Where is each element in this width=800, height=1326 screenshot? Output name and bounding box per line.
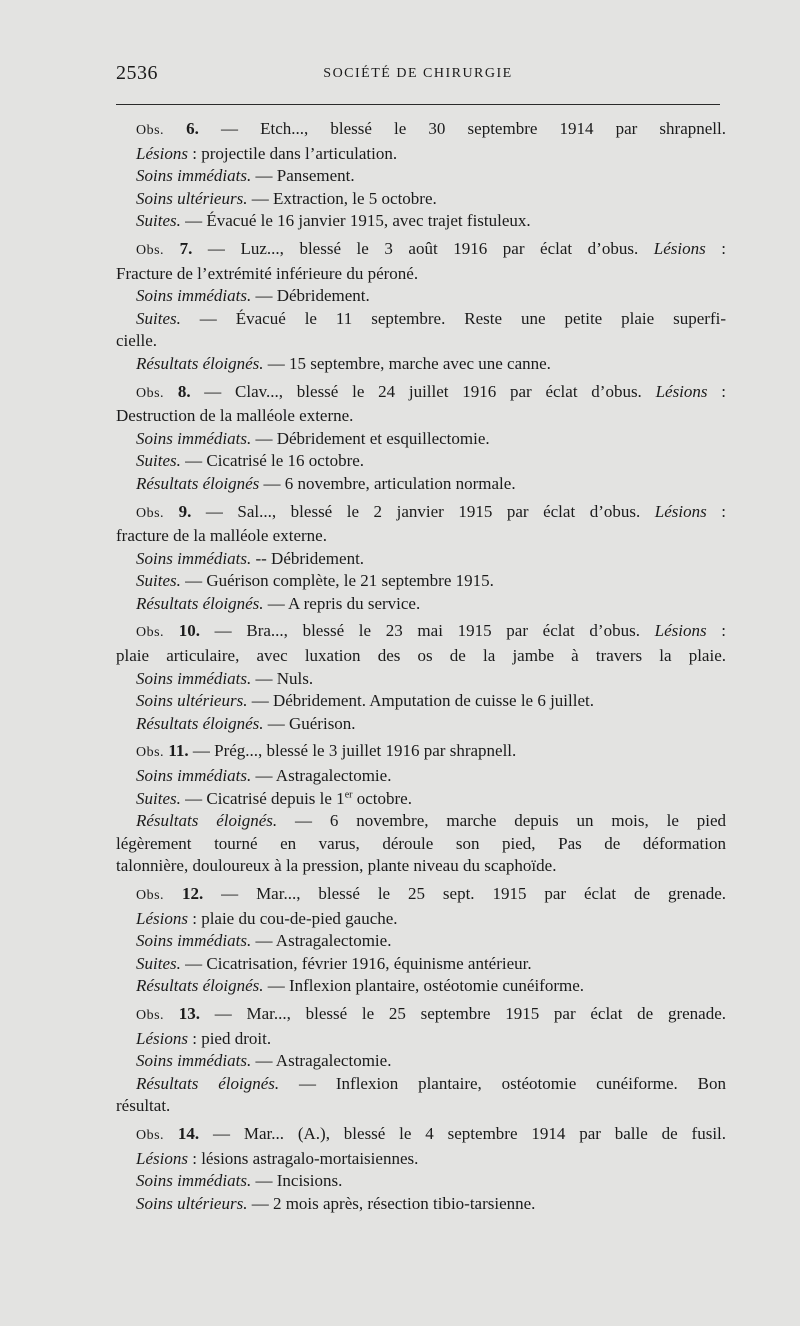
observations-text [116, 118, 726, 1215]
text-line [116, 450, 726, 473]
line-text: : projectile dans l’articulation. [187, 143, 398, 163]
line-text: : pied droit. [187, 1028, 272, 1048]
line-text: -- Débridement. [251, 548, 365, 568]
line-text: : plaie du cou-de-pied gauche. [187, 908, 398, 928]
section-label: Soins immédiats. [136, 668, 252, 688]
line-text: — Mar... (A.), blessé le 4 septembre 1914 par balle de fusil. [199, 1123, 727, 1143]
line-text: : lésions astragalo-mortaisiennes. [187, 1148, 419, 1168]
section-label: Résultats éloignés. [136, 593, 264, 613]
section-label: Résultats éloignés. [136, 353, 264, 373]
line-text: — Nuls. [251, 668, 314, 688]
line-text: — Bra..., blessé le 23 mai 1915 par éclat d’obus. [200, 621, 655, 641]
section-label: Soins ultérieurs. [136, 691, 248, 711]
text-line [116, 118, 726, 143]
line-text: — Débridement. Amputation de cuisse le 6 juillet. [247, 691, 594, 711]
obs-abbrev: Obs. [136, 625, 165, 641]
section-label: Résultats éloignés. [136, 811, 278, 831]
line-text: — Mar..., blessé le 25 septembre 1915 par éclat de grenade. [200, 1003, 726, 1023]
line-text: — Évacué le 16 janvier 1915, avec trajet fistuleux. [180, 211, 531, 231]
text-line [116, 428, 726, 451]
section-label: Soins immédiats. [136, 1051, 252, 1071]
line-text: — Cicatrisé le 16 octobre. [180, 451, 365, 471]
obs-abbrev: Obs. [136, 505, 165, 521]
text-line [116, 330, 726, 353]
line-text: — A repris du service. [263, 593, 421, 613]
line-text: fracture de la malléole externe. [116, 526, 327, 546]
obs-number: 13. [178, 1003, 201, 1023]
obs-abbrev: Obs. [136, 888, 165, 903]
text-line [116, 930, 726, 953]
observation-9 [116, 501, 726, 616]
line-text: — Luz..., blessé le 3 août 1916 par éclat d’obus. [192, 238, 654, 258]
obs-number: 12. [181, 884, 204, 903]
section-label: Lésions [136, 1148, 188, 1168]
text-line [116, 953, 726, 976]
text-line [116, 570, 726, 593]
section-label: Lésions [136, 1028, 188, 1048]
section-label: Suites. [136, 308, 181, 328]
text-line [116, 1028, 726, 1051]
text-line [116, 855, 726, 878]
observation-13 [116, 1003, 726, 1118]
line-text: — Pansement. [251, 166, 355, 186]
section-label: Suites. [136, 571, 181, 591]
section-label: Lésions [653, 238, 706, 258]
line-text: — 2 mois après, résection tibio-tarsienne. [247, 1193, 536, 1213]
obs-abbrev: Obs. [136, 745, 165, 761]
observation-12 [116, 883, 726, 998]
line-text: — 6 novembre, articulation normale. [259, 473, 516, 493]
line-text: — Astragalectomie. [251, 766, 392, 786]
observation-7 [116, 238, 726, 376]
line-text: — 15 septembre, marche avec une canne. [263, 353, 551, 373]
text-line [116, 1170, 726, 1193]
obs-number: 6. [186, 119, 199, 138]
section-label: Soins immédiats. [136, 766, 252, 786]
section-label: Suites. [136, 451, 181, 471]
text-line [116, 1073, 726, 1096]
page-number: 2536 [116, 62, 158, 84]
text-line [116, 548, 726, 571]
line-text: Destruction de la malléole externe. [116, 406, 354, 426]
text-line [116, 188, 726, 211]
observation-8 [116, 381, 726, 496]
page-header [116, 62, 720, 94]
text-line [116, 810, 726, 833]
line-text: — Débridement. [251, 286, 370, 306]
line-text: — Incisions. [251, 1171, 343, 1191]
obs-number: 11. [168, 741, 189, 761]
line-text: — Guérison. [263, 713, 356, 733]
running-head: SOCIÉTÉ DE CHIRURGIE [323, 66, 513, 81]
section-label: Lésions [136, 143, 188, 163]
line-text: — Extraction, le 5 octobre. [247, 188, 437, 208]
obs-abbrev: Obs. [136, 1127, 165, 1143]
line-text: — Mar..., blessé le 25 sept. 1915 par éclat de grenade. [203, 884, 727, 903]
obs-number: 8. [177, 381, 191, 401]
line-text-tail: : [706, 621, 726, 641]
section-label: Lésions [655, 381, 708, 401]
text-line [116, 1193, 726, 1216]
section-label: Résultats éloignés [136, 473, 260, 493]
text-line [116, 975, 726, 998]
text-line [116, 1050, 726, 1073]
obs-number: 9. [178, 501, 192, 521]
text-line [116, 833, 726, 856]
text-line [116, 165, 726, 188]
text-line [116, 788, 726, 811]
section-label: Résultats éloignés. [136, 976, 264, 996]
line-text: — Guérison complète, le 21 septembre 1915. [180, 571, 494, 591]
text-line [116, 525, 726, 548]
text-line [116, 381, 726, 406]
line-text-tail: : [705, 238, 727, 258]
line-text: — Cicatrisé depuis le 1 [180, 788, 345, 808]
section-label: Suites. [136, 953, 181, 973]
text-line [116, 883, 726, 908]
superscript: er [344, 788, 353, 800]
text-line [116, 501, 726, 526]
text-line [116, 620, 726, 645]
text-line [116, 143, 726, 166]
line-text: légèrement tourné en varus, déroule son pied, Pas de déformation [116, 833, 726, 853]
text-line [116, 353, 726, 376]
line-text: — Inflexion plantaire, ostéotomie cunéiforme. Bon [279, 1073, 727, 1093]
text-line [116, 1123, 726, 1148]
text-line [116, 908, 726, 931]
line-text: — Débridement et esquillectomie. [251, 428, 490, 448]
text-line [116, 593, 726, 616]
obs-number: 7. [179, 238, 193, 258]
section-label: Soins immédiats. [136, 428, 252, 448]
obs-number: 14. [177, 1123, 200, 1143]
obs-number: 10. [178, 621, 200, 641]
line-text: — Clav..., blessé le 24 juillet 1916 par éclat d’obus. [190, 381, 656, 401]
header-rule [116, 104, 720, 105]
obs-abbrev: Obs. [136, 385, 165, 401]
text-line [116, 473, 726, 496]
text-line [116, 713, 726, 736]
line-text-tail: octobre. [352, 788, 412, 808]
line-text: — Astragalectomie. [251, 1051, 392, 1071]
section-label: Soins immédiats. [136, 166, 252, 186]
line-text: — Etch..., blessé le 30 septembre 1914 par shrapnell. [198, 119, 726, 138]
line-text: — Sal..., blessé le 2 janvier 1915 par éclat d’obus. [191, 501, 655, 521]
text-line [116, 765, 726, 788]
line-text-tail: : [707, 381, 726, 401]
line-text: — 6 novembre, marche depuis un mois, le pied [277, 811, 727, 831]
line-text: — Évacué le 11 septembre. Reste une petite plaie superfi- [180, 308, 726, 328]
text-line [116, 238, 726, 263]
line-text: — Inflexion plantaire, ostéotomie cunéiforme. [263, 976, 585, 996]
section-label: Suites. [136, 788, 181, 808]
line-text: — Prég..., blessé le 3 juillet 1916 par shrapnell. [188, 741, 517, 761]
section-label: Soins ultérieurs. [136, 1193, 248, 1213]
obs-abbrev: Obs. [136, 123, 165, 138]
line-text: — Astragalectomie. [251, 931, 392, 951]
section-label: Soins immédiats. [136, 1171, 252, 1191]
obs-abbrev: Obs. [136, 242, 165, 258]
text-line [116, 405, 726, 428]
text-line [116, 210, 726, 233]
observation-11 [116, 740, 726, 878]
observation-10 [116, 620, 726, 735]
text-line [116, 1148, 726, 1171]
line-text: Fracture de l’extrémité inférieure du péroné. [116, 263, 419, 283]
line-text: résultat. [116, 1096, 171, 1116]
text-line [116, 285, 726, 308]
section-label: Soins immédiats. [136, 286, 252, 306]
text-line [116, 668, 726, 691]
line-text: talonnière, douloureux à la pression, plante niveau du scaphoïde. [116, 856, 557, 876]
text-line [116, 1095, 726, 1118]
text-line [116, 645, 726, 668]
line-text: — Cicatrisation, février 1916, équinisme antérieur. [180, 953, 532, 973]
section-label: Soins immédiats. [136, 548, 252, 568]
section-label: Lésions [654, 501, 707, 521]
section-label: Résultats éloignés. [136, 713, 264, 733]
line-text: plaie articulaire, avec luxation des os de la jambe à travers la plaie. [116, 646, 726, 666]
section-label: Soins ultérieurs. [136, 188, 248, 208]
section-label: Résultats éloignés. [136, 1073, 280, 1093]
text-line [116, 1003, 726, 1028]
line-text-tail: : [706, 501, 727, 521]
text-line [116, 690, 726, 713]
section-label: Suites. [136, 211, 181, 231]
text-line [116, 308, 726, 331]
observation-14 [116, 1123, 726, 1215]
line-text: cielle. [116, 331, 158, 351]
section-label: Soins immédiats. [136, 931, 252, 951]
section-label: Lésions [136, 908, 188, 928]
text-line [116, 263, 726, 286]
obs-abbrev: Obs. [136, 1007, 165, 1023]
text-line [116, 740, 726, 765]
section-label: Lésions [654, 621, 707, 641]
observation-6 [116, 118, 726, 233]
